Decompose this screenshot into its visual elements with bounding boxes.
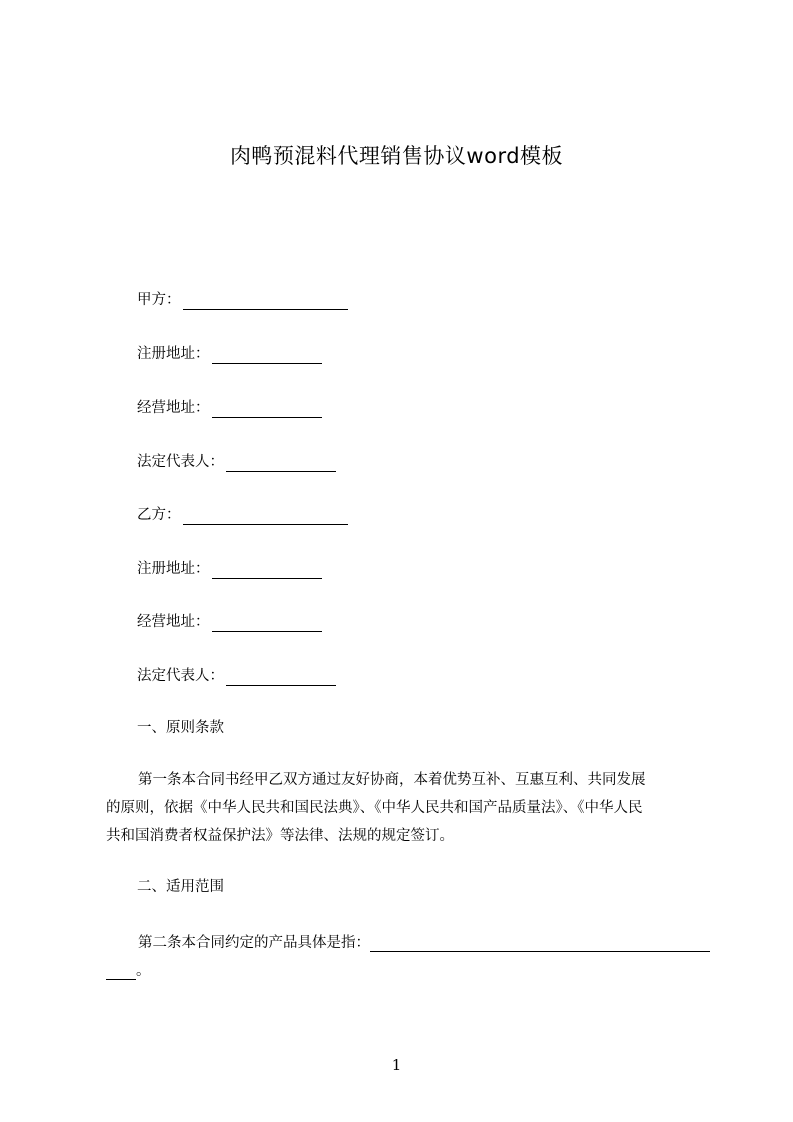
party-a-name-label: 甲方： [137, 292, 181, 308]
party-a-reg-addr-blank[interactable] [212, 347, 322, 364]
party-b-legal-rep-blank[interactable] [226, 669, 336, 686]
section-2-paragraph [106, 929, 710, 985]
section-2-line-2-end: 。 [136, 963, 151, 979]
party-b-reg-addr-field [137, 559, 322, 579]
party-a-name-blank[interactable] [183, 293, 348, 310]
party-b-legal-rep-field [137, 666, 336, 686]
party-a-biz-addr-label: 经营地址： [137, 400, 210, 416]
section-1-line-1: 第一条本合同书经甲乙双方通过友好协商，本着优势互补、互惠互利、共同发展 [138, 772, 646, 788]
party-a-reg-addr-label: 注册地址： [137, 346, 210, 362]
product-blank[interactable] [370, 932, 710, 952]
section-1-line-2: 的原则，依据《中华人民共和国民法典》、《中华人民共和国产品质量法》、《中华人民 [106, 800, 643, 816]
section-2-line-1 [106, 929, 710, 957]
page-number: 1 [391, 1056, 402, 1074]
party-b-biz-addr-field [137, 612, 322, 632]
party-a-legal-rep-label: 法定代表人： [137, 454, 224, 470]
party-a-biz-addr-field [137, 398, 322, 418]
party-a-reg-addr-field [137, 344, 322, 364]
document-title: 肉鸭预混料代理销售协议word模板 [229, 144, 564, 168]
party-b-name-label: 乙方： [137, 507, 181, 523]
party-b-reg-addr-label: 注册地址： [137, 561, 210, 577]
party-a-biz-addr-blank[interactable] [212, 401, 322, 418]
party-a-name-field [137, 290, 348, 310]
section-2-line-1-text: 第二条本合同约定的产品具体是指： [138, 935, 370, 951]
section-1-heading: 一、原则条款 [137, 720, 224, 736]
party-a-legal-rep-blank[interactable] [226, 455, 336, 472]
party-b-reg-addr-blank[interactable] [212, 562, 322, 579]
section-2-heading: 二、适用范围 [137, 879, 224, 895]
section-2-line-2 [106, 957, 710, 985]
party-b-legal-rep-label: 法定代表人： [137, 668, 224, 684]
party-b-name-blank[interactable] [183, 508, 348, 525]
party-a-legal-rep-field [137, 452, 336, 472]
party-b-biz-addr-blank[interactable] [212, 615, 322, 632]
party-b-biz-addr-label: 经营地址： [137, 614, 210, 630]
product-blank-continued[interactable] [106, 960, 136, 980]
section-1-paragraph [106, 766, 710, 850]
party-b-name-field [137, 505, 348, 525]
section-1-line-3: 共和国消费者权益保护法》等法律、法规的规定签订。 [106, 828, 454, 844]
